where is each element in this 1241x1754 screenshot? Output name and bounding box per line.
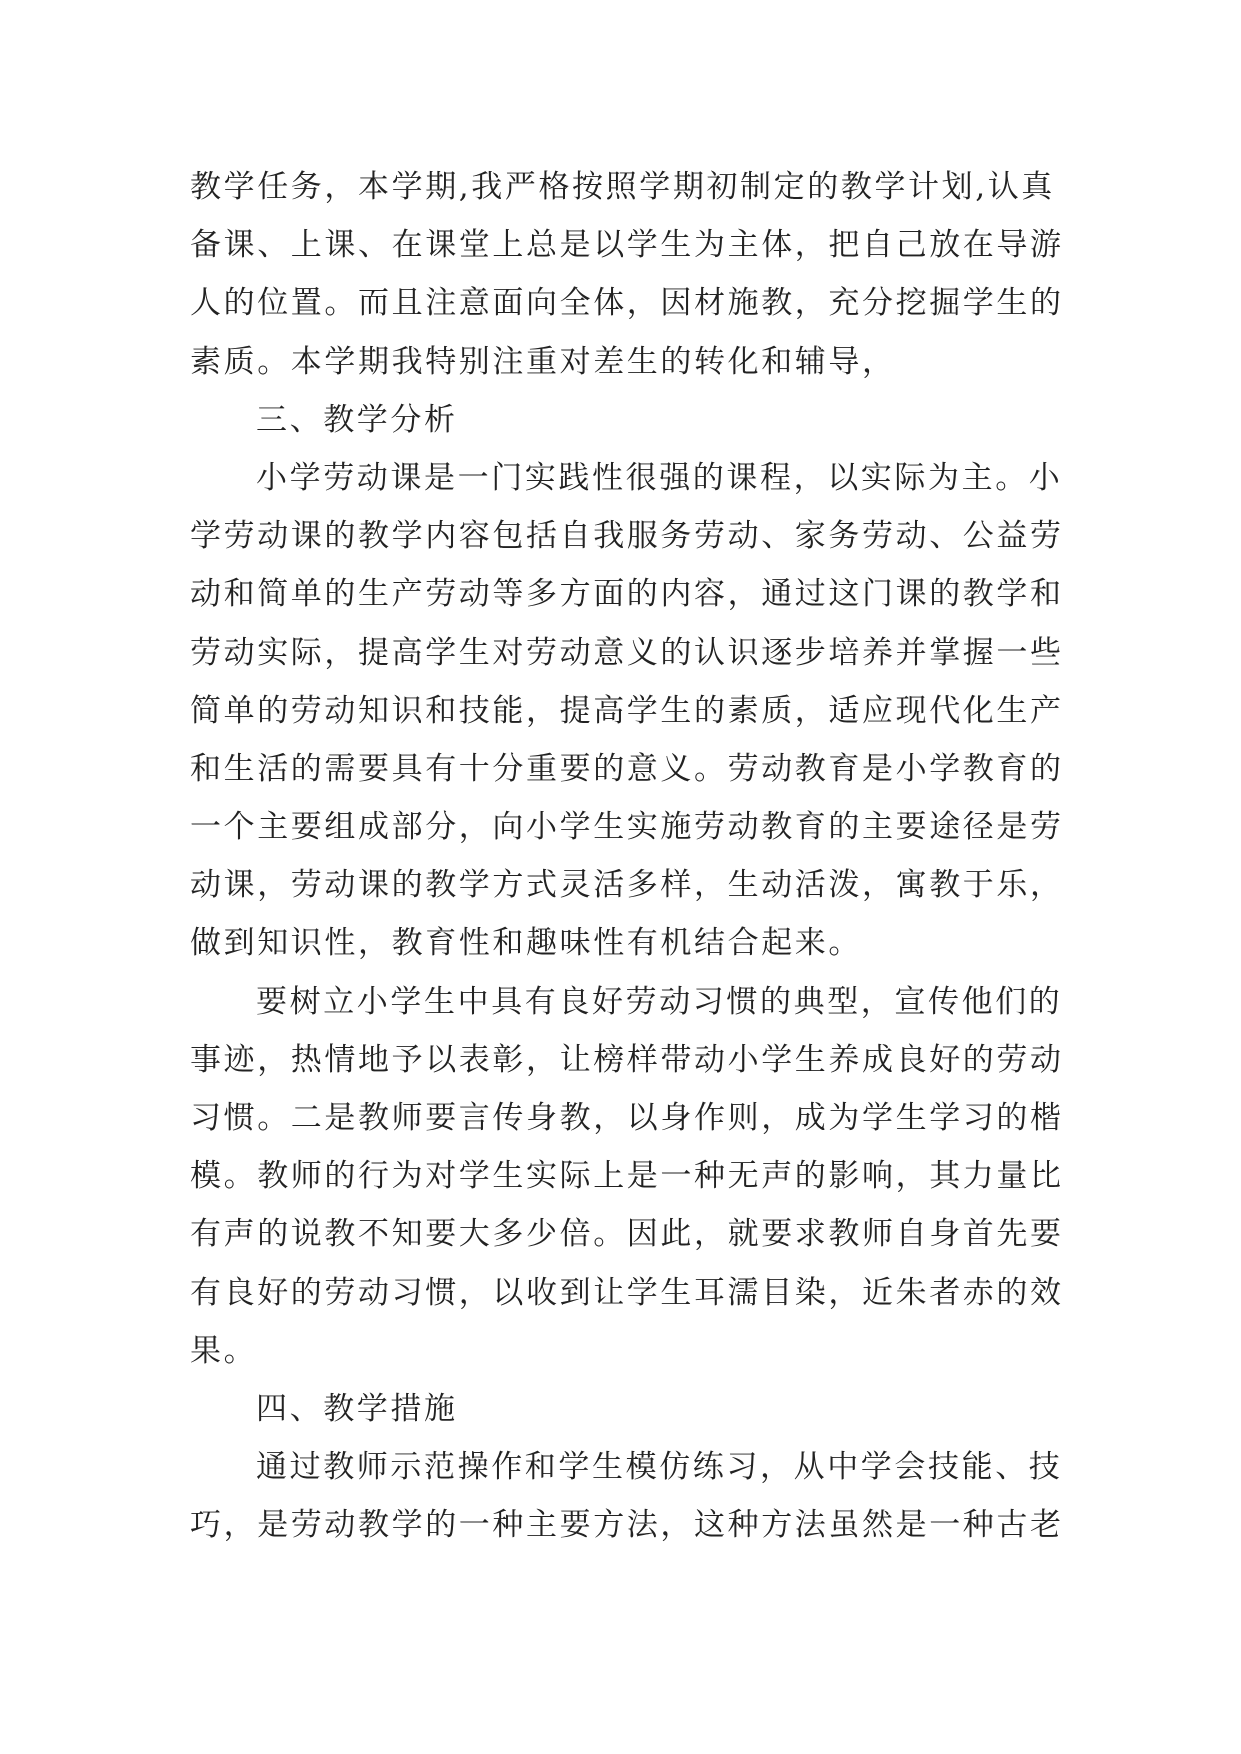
text-line: 事迹，热情地予以表彰，让榜样带动小学生养成良好的劳动 bbox=[190, 1041, 1064, 1078]
text-line: 习惯。二是教师要言传身教，以身作则，成为学生学习的楷 bbox=[190, 1100, 1064, 1136]
text-line: 做到知识性，教育性和趣味性有机结合起来。 bbox=[190, 925, 862, 962]
text-line: 模。教师的行为对学生实际上是一种无声的影响，其力量比 bbox=[190, 1158, 1064, 1195]
document-body bbox=[190, 158, 1064, 1555]
text-line: 人的位置。而且注意面向全体，因材施教，充分挖掘学生的 bbox=[190, 285, 1064, 322]
text-line: 劳动实际，提高学生对劳动意义的认识逐步培养并掌握一些 bbox=[190, 634, 1064, 671]
text-line: 和生活的需要具有十分重要的意义。劳动教育是小学教育的 bbox=[190, 750, 1064, 787]
text-line: 有声的说教不知要大多少倍。因此，就要求教师自身首先要 bbox=[190, 1216, 1064, 1253]
section-heading: 三、教学分析 bbox=[256, 401, 458, 438]
text-line: 素质。本学期我特别注重对差生的转化和辅导， bbox=[190, 343, 896, 380]
text-line: 学劳动课的教学内容包括自我服务劳动、家务劳动、公益劳 bbox=[190, 518, 1064, 555]
text-line: 要树立小学生中具有良好劳动习惯的典型，宣传他们的 bbox=[256, 983, 1063, 1020]
text-line: 简单的劳动知识和技能，提高学生的素质，适应现代化生产 bbox=[190, 692, 1064, 729]
section-heading: 四、教学措施 bbox=[256, 1390, 458, 1427]
text-line: 有良好的劳动习惯，以收到让学生耳濡目染，近朱者赤的效 bbox=[190, 1274, 1064, 1311]
text-line: 小学劳动课是一门实践性很强的课程，以实际为主。小 bbox=[256, 459, 1063, 496]
text-line: 动课，劳动课的教学方式灵活多样，生动活泼，寓教于乐， bbox=[190, 867, 1064, 904]
text-line: 备课、上课、在课堂上总是以学生为主体，把自己放在导游 bbox=[190, 227, 1064, 264]
text-line: 通过教师示范操作和学生模仿练习，从中学会技能、技 bbox=[256, 1449, 1063, 1486]
text-line: 动和简单的生产劳动等多方面的内容，通过这门课的教学和 bbox=[190, 576, 1064, 613]
text-line: 巧，是劳动教学的一种主要方法，这种方法虽然是一种古老 bbox=[190, 1507, 1064, 1544]
text-line: 果。 bbox=[190, 1332, 258, 1369]
text-line: 一个主要组成部分，向小学生实施劳动教育的主要途径是劳 bbox=[190, 809, 1064, 846]
text-line: 教学任务，本学期,我严格按照学期初制定的教学计划,认真 bbox=[190, 169, 1055, 205]
